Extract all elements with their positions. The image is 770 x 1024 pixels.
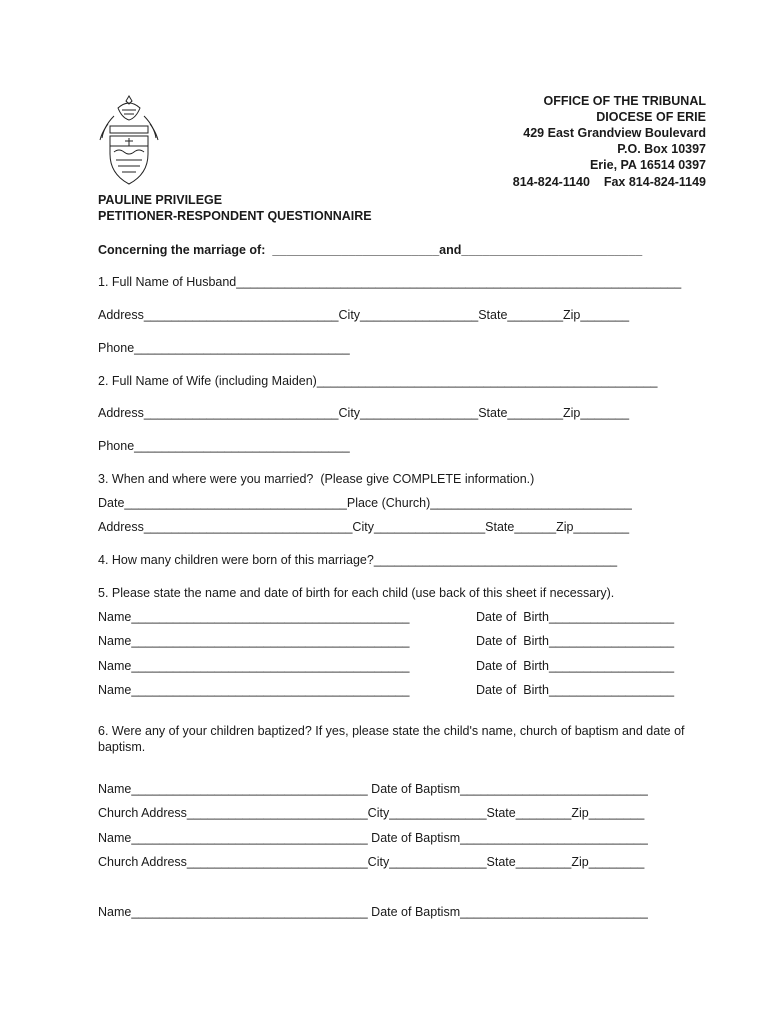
child-name-field[interactable]: Name________________________________________ (98, 610, 410, 624)
concerning-marriage-field[interactable]: Concerning the marriage of: ________________________and__________________________ (98, 243, 643, 257)
child-name-field[interactable]: Name________________________________________ (98, 634, 410, 648)
wife-address-field[interactable]: Address____________________________City_________________State________Zip_______ (98, 406, 630, 420)
baptism-question: 6. Were any of your children baptized? If yes, please state the child's name, church of baptism and date of baptism. (98, 724, 685, 754)
husband-phone-field[interactable]: Phone_______________________________ (98, 341, 350, 355)
diocese-name: DIOCESE OF ERIE (596, 110, 706, 124)
office-title: OFFICE OF THE TRIBUNAL (543, 94, 706, 108)
po-box: P.O. Box 10397 (617, 142, 706, 156)
baptism-church-address-field[interactable]: Church Address__________________________City______________State________Zip________ (98, 855, 645, 869)
husband-name-field[interactable]: 1. Full Name of Husband________________________________________________________________ (98, 275, 682, 289)
children-question: 5. Please state the name and date of birth for each child (use back of this sheet if necessary). (98, 586, 615, 600)
child-dob-field[interactable]: Date of Birth__________________ (476, 659, 675, 673)
marriage-question: 3. When and where were you married? (Please give COMPLETE information.) (98, 472, 535, 486)
diocese-crest-logo (96, 94, 162, 186)
city-state-zip: Erie, PA 16514 0397 (589, 158, 706, 172)
child-name-field[interactable]: Name________________________________________ (98, 659, 410, 673)
baptism-name-date-field[interactable]: Name__________________________________ Date of Baptism___________________________ (98, 905, 648, 919)
wife-phone-field[interactable]: Phone_______________________________ (98, 439, 350, 453)
marriage-date-place-field[interactable]: Date________________________________Place (Church)_____________________________ (98, 496, 632, 510)
form-subtitle: PETITIONER-RESPONDENT QUESTIONNAIRE (98, 209, 372, 223)
wife-name-field[interactable]: 2. Full Name of Wife (including Maiden)_________________________________________________ (98, 374, 658, 388)
baptism-church-address-field[interactable]: Church Address__________________________City______________State________Zip________ (98, 806, 645, 820)
husband-address-field[interactable]: Address____________________________City_________________State________Zip_______ (98, 308, 630, 322)
form-title: PAULINE PRIVILEGE (98, 193, 223, 207)
child-dob-field[interactable]: Date of Birth__________________ (476, 610, 675, 624)
phone-fax: 814-824-1140 Fax 814-824-1149 (512, 175, 706, 189)
child-name-field[interactable]: Name________________________________________ (98, 683, 410, 697)
baptism-name-date-field[interactable]: Name__________________________________ Date of Baptism___________________________ (98, 782, 648, 796)
child-dob-field[interactable]: Date of Birth__________________ (476, 634, 675, 648)
children-count-field[interactable]: 4. How many children were born of this marriage?___________________________________ (98, 553, 618, 567)
marriage-address-field[interactable]: Address______________________________City________________State______Zip________ (98, 520, 630, 534)
street-address: 429 East Grandview Boulevard (523, 126, 706, 140)
child-dob-field[interactable]: Date of Birth__________________ (476, 683, 675, 697)
baptism-name-date-field[interactable]: Name__________________________________ Date of Baptism___________________________ (98, 831, 648, 845)
